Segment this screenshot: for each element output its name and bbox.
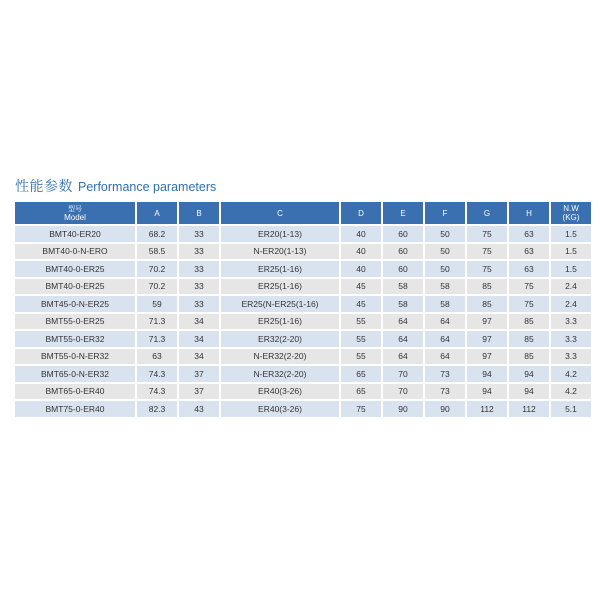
cell-g: 75 xyxy=(467,244,507,260)
cell-a: 70.2 xyxy=(137,261,177,277)
cell-f: 73 xyxy=(425,366,465,382)
cell-f: 50 xyxy=(425,226,465,242)
cell-c: N-ER32(2-20) xyxy=(221,349,339,365)
cell-c: ER25(1-16) xyxy=(221,261,339,277)
cell-c: ER25(1-16) xyxy=(221,279,339,295)
section-title-cn: 性能参数 xyxy=(15,179,73,195)
cell-nw: 3.3 xyxy=(551,331,591,347)
cell-e: 64 xyxy=(383,349,423,365)
cell-model: BMT65-0-N-ER32 xyxy=(15,366,135,382)
header-d-label: D xyxy=(358,208,364,218)
header-f-label: F xyxy=(442,208,448,218)
cell-a: 59 xyxy=(137,296,177,312)
header-g xyxy=(467,202,507,224)
header-g-label: G xyxy=(483,208,491,218)
cell-c: ER20(1-13) xyxy=(221,226,339,242)
cell-h: 63 xyxy=(509,244,549,260)
cell-b: 37 xyxy=(179,384,219,400)
cell-model: BMT55-0-ER25 xyxy=(15,314,135,330)
cell-f: 73 xyxy=(425,384,465,400)
cell-d: 55 xyxy=(341,331,381,347)
header-nw-unit: (KG) xyxy=(562,213,580,222)
header-model-cn: 型号 xyxy=(68,204,82,213)
table-body xyxy=(15,226,591,417)
cell-a: 82.3 xyxy=(137,401,177,417)
cell-model: BMT65-0-ER40 xyxy=(15,384,135,400)
cell-b: 33 xyxy=(179,244,219,260)
cell-g: 75 xyxy=(467,226,507,242)
cell-f: 90 xyxy=(425,401,465,417)
header-e xyxy=(383,202,423,224)
section-title xyxy=(15,176,216,196)
cell-h: 75 xyxy=(509,279,549,295)
cell-d: 75 xyxy=(341,401,381,417)
cell-g: 85 xyxy=(467,279,507,295)
cell-a: 74.3 xyxy=(137,366,177,382)
performance-table xyxy=(13,200,593,419)
cell-h: 63 xyxy=(509,261,549,277)
cell-e: 58 xyxy=(383,279,423,295)
cell-e: 60 xyxy=(383,226,423,242)
cell-g: 97 xyxy=(467,314,507,330)
header-a-label: A xyxy=(154,208,160,218)
cell-f: 64 xyxy=(425,349,465,365)
cell-a: 71.3 xyxy=(137,331,177,347)
cell-h: 63 xyxy=(509,226,549,242)
cell-model: BMT75-0-ER40 xyxy=(15,401,135,417)
table-row xyxy=(15,226,591,242)
cell-g: 85 xyxy=(467,296,507,312)
cell-nw: 3.3 xyxy=(551,314,591,330)
cell-a: 58.5 xyxy=(137,244,177,260)
table-row xyxy=(15,296,591,312)
cell-b: 33 xyxy=(179,296,219,312)
cell-g: 94 xyxy=(467,366,507,382)
cell-e: 60 xyxy=(383,261,423,277)
header-d xyxy=(341,202,381,224)
cell-a: 63 xyxy=(137,349,177,365)
cell-c: ER25(1-16) xyxy=(221,314,339,330)
cell-nw: 1.5 xyxy=(551,226,591,242)
cell-c: N-ER32(2-20) xyxy=(221,366,339,382)
header-e-label: E xyxy=(400,208,406,218)
cell-b: 37 xyxy=(179,366,219,382)
cell-b: 33 xyxy=(179,279,219,295)
cell-nw: 4.2 xyxy=(551,366,591,382)
table-row xyxy=(15,349,591,365)
table-row xyxy=(15,244,591,260)
cell-nw: 4.2 xyxy=(551,384,591,400)
table-row xyxy=(15,279,591,295)
cell-h: 85 xyxy=(509,331,549,347)
cell-e: 70 xyxy=(383,366,423,382)
table-row xyxy=(15,366,591,382)
cell-d: 55 xyxy=(341,314,381,330)
cell-e: 64 xyxy=(383,331,423,347)
cell-d: 45 xyxy=(341,279,381,295)
cell-a: 71.3 xyxy=(137,314,177,330)
cell-f: 64 xyxy=(425,331,465,347)
cell-c: ER40(3-26) xyxy=(221,384,339,400)
cell-c: N-ER20(1-13) xyxy=(221,244,339,260)
cell-d: 55 xyxy=(341,349,381,365)
cell-a: 74.3 xyxy=(137,384,177,400)
header-b-label: B xyxy=(196,208,202,218)
cell-e: 64 xyxy=(383,314,423,330)
cell-g: 112 xyxy=(467,401,507,417)
header-a xyxy=(137,202,177,224)
header-nw xyxy=(551,202,591,224)
cell-g: 75 xyxy=(467,261,507,277)
cell-model: BMT40-0-N-ERO xyxy=(15,244,135,260)
cell-f: 58 xyxy=(425,296,465,312)
cell-b: 33 xyxy=(179,226,219,242)
cell-b: 34 xyxy=(179,349,219,365)
cell-nw: 5.1 xyxy=(551,401,591,417)
cell-d: 40 xyxy=(341,261,381,277)
cell-h: 85 xyxy=(509,314,549,330)
table-row xyxy=(15,261,591,277)
cell-e: 90 xyxy=(383,401,423,417)
table-row xyxy=(15,384,591,400)
header-model-en: Model xyxy=(64,212,86,222)
cell-g: 97 xyxy=(467,349,507,365)
cell-nw: 2.4 xyxy=(551,279,591,295)
cell-nw: 2.4 xyxy=(551,296,591,312)
cell-model: BMT40-0-ER25 xyxy=(15,279,135,295)
header-c-label: C xyxy=(277,208,283,218)
cell-b: 43 xyxy=(179,401,219,417)
cell-model: BMT55-0-N-ER32 xyxy=(15,349,135,365)
cell-h: 94 xyxy=(509,366,549,382)
cell-c: ER32(2-20) xyxy=(221,331,339,347)
cell-nw: 1.5 xyxy=(551,244,591,260)
cell-h: 75 xyxy=(509,296,549,312)
cell-h: 85 xyxy=(509,349,549,365)
cell-model: BMT40-0-ER25 xyxy=(15,261,135,277)
cell-e: 70 xyxy=(383,384,423,400)
cell-a: 70.2 xyxy=(137,279,177,295)
cell-e: 60 xyxy=(383,244,423,260)
table-row xyxy=(15,314,591,330)
header-nw-top: N.W xyxy=(563,204,579,213)
cell-b: 34 xyxy=(179,314,219,330)
cell-d: 40 xyxy=(341,244,381,260)
cell-f: 64 xyxy=(425,314,465,330)
cell-f: 50 xyxy=(425,261,465,277)
cell-e: 58 xyxy=(383,296,423,312)
cell-f: 58 xyxy=(425,279,465,295)
cell-nw: 3.3 xyxy=(551,349,591,365)
cell-d: 40 xyxy=(341,226,381,242)
cell-f: 50 xyxy=(425,244,465,260)
cell-nw: 1.5 xyxy=(551,261,591,277)
cell-d: 45 xyxy=(341,296,381,312)
table-row xyxy=(15,401,591,417)
cell-d: 65 xyxy=(341,384,381,400)
cell-c: ER40(3-26) xyxy=(221,401,339,417)
cell-model: BMT40-ER20 xyxy=(15,226,135,242)
table-header-row xyxy=(15,202,591,224)
cell-g: 94 xyxy=(467,384,507,400)
table-row xyxy=(15,331,591,347)
header-f xyxy=(425,202,465,224)
header-h-label: H xyxy=(526,208,532,218)
cell-h: 112 xyxy=(509,401,549,417)
cell-a: 68.2 xyxy=(137,226,177,242)
header-b xyxy=(179,202,219,224)
cell-c: ER25(N-ER25(1-16) xyxy=(221,296,339,312)
cell-g: 97 xyxy=(467,331,507,347)
header-c xyxy=(221,202,339,224)
cell-h: 94 xyxy=(509,384,549,400)
header-h xyxy=(509,202,549,224)
cell-model: BMT45-0-N-ER25 xyxy=(15,296,135,312)
cell-b: 34 xyxy=(179,331,219,347)
section-title-en: Performance parameters xyxy=(78,180,217,194)
cell-b: 33 xyxy=(179,261,219,277)
cell-model: BMT55-0-ER32 xyxy=(15,331,135,347)
header-model xyxy=(15,202,135,224)
cell-d: 65 xyxy=(341,366,381,382)
